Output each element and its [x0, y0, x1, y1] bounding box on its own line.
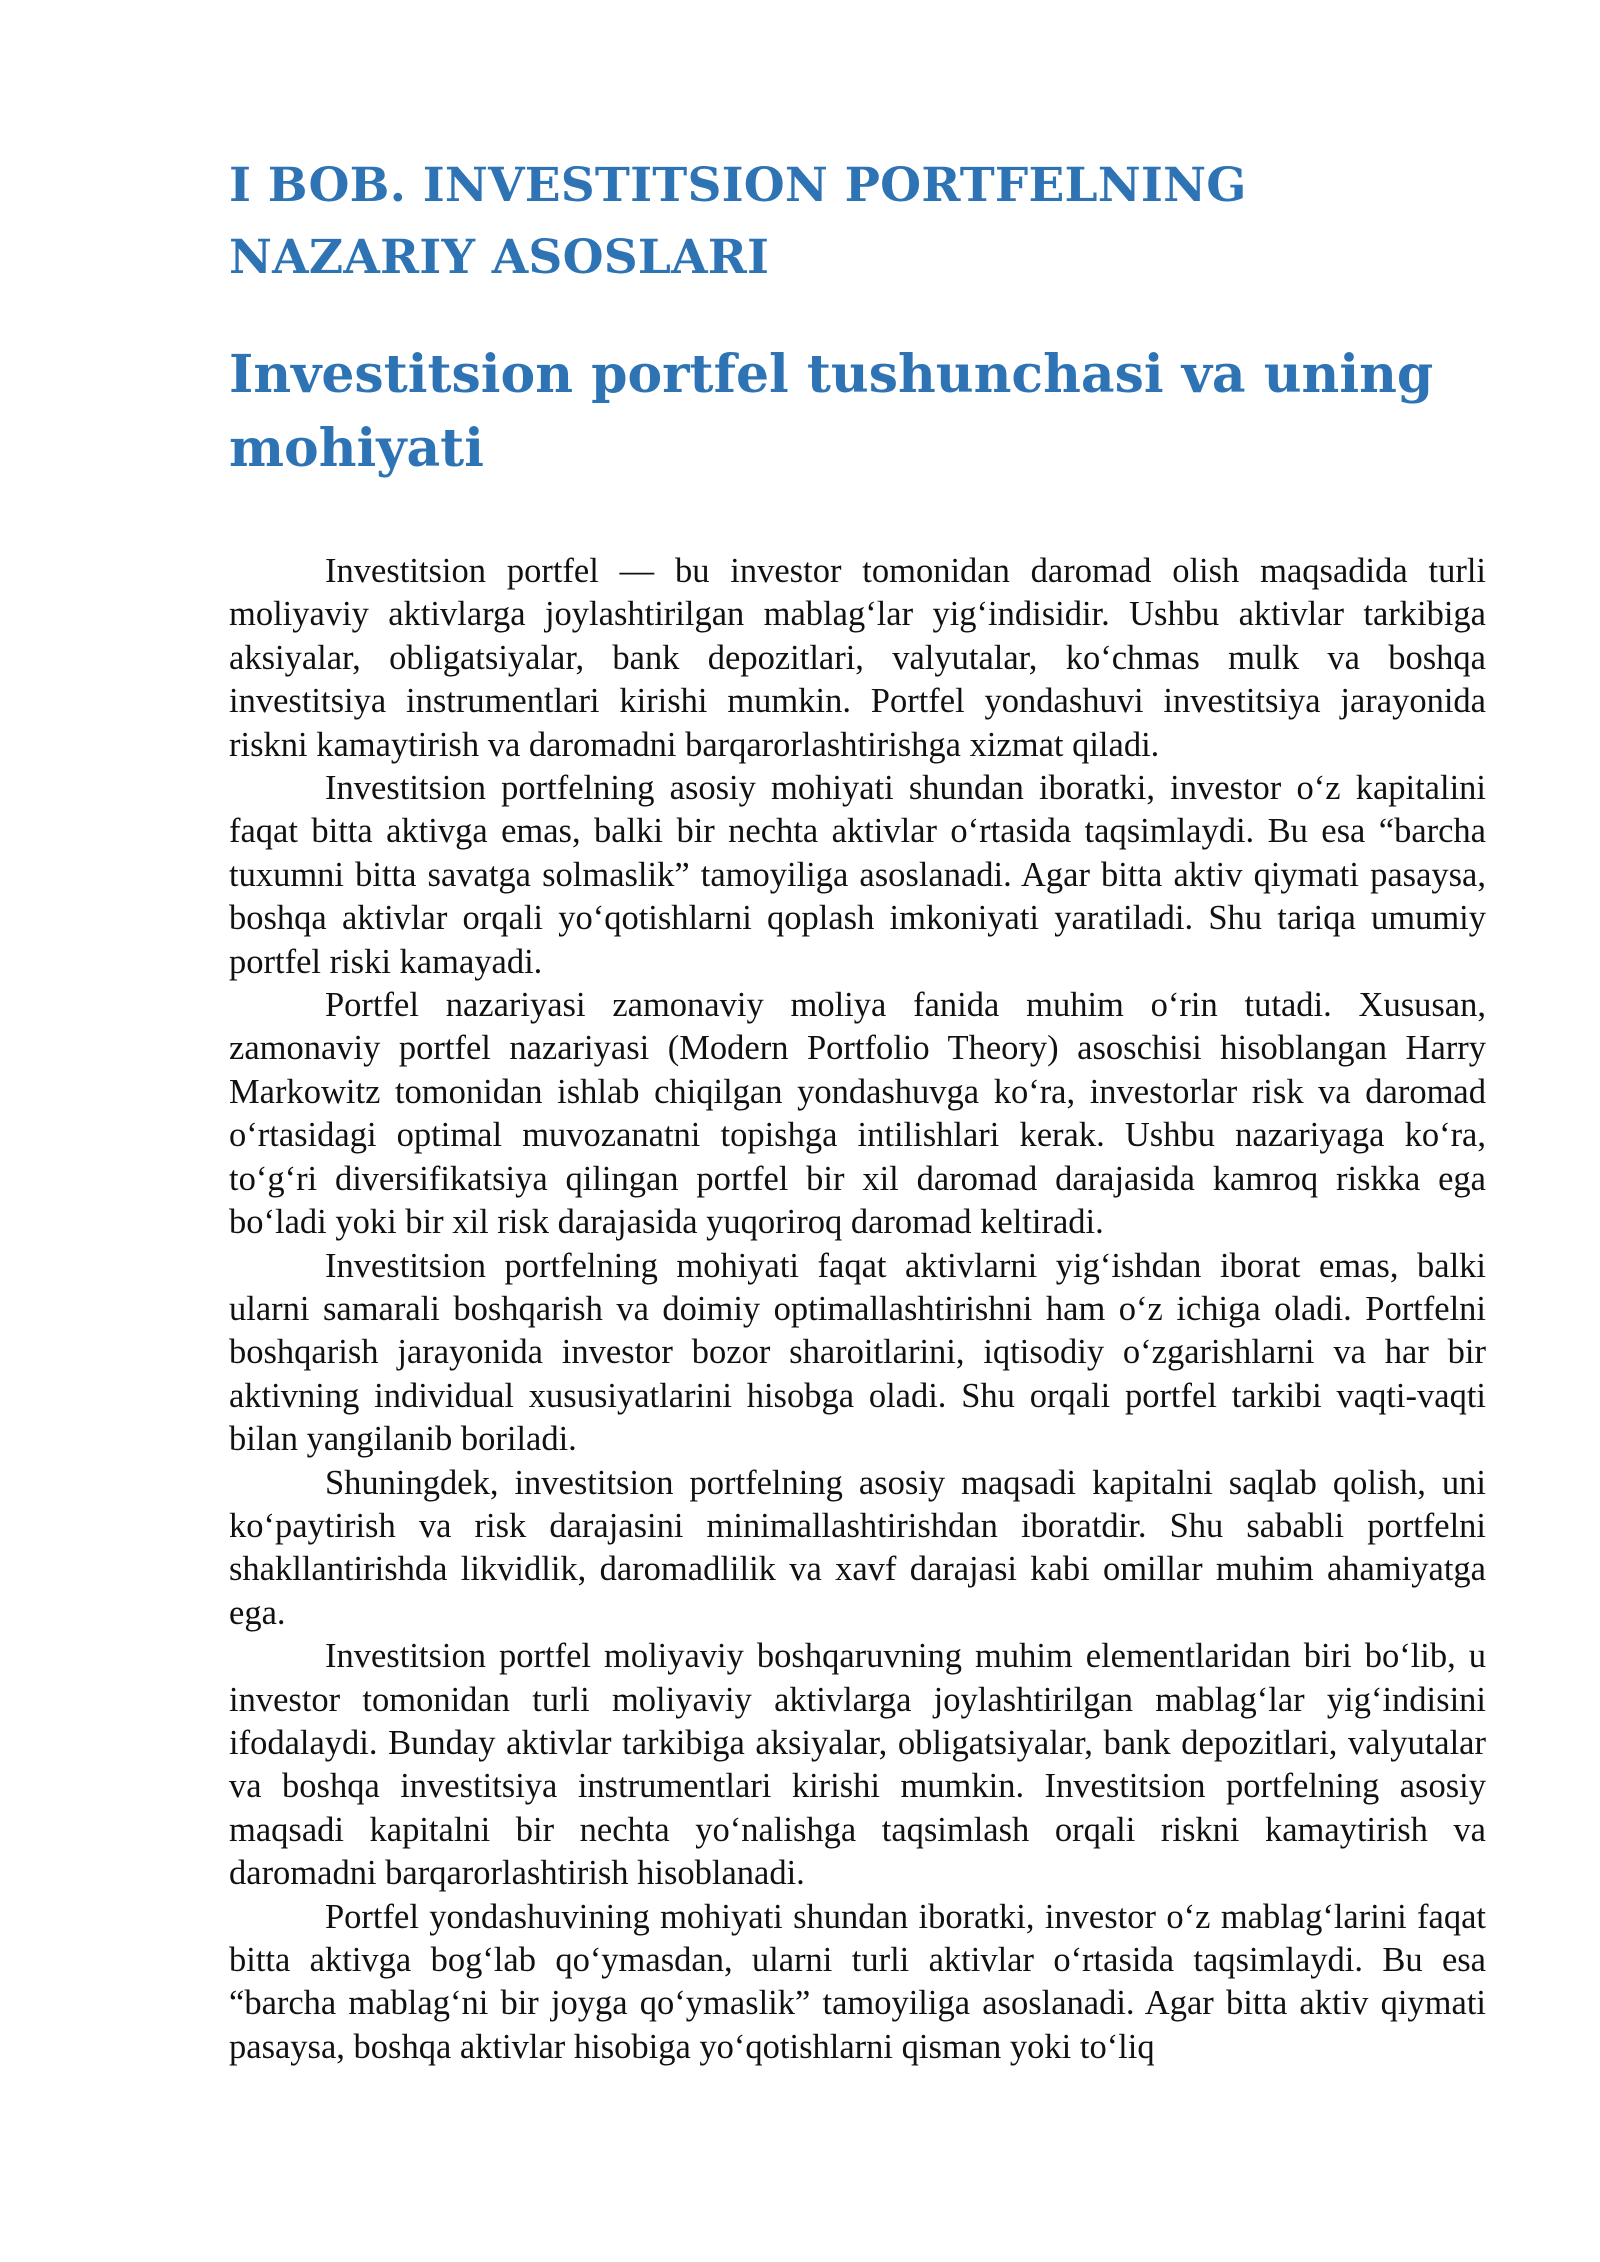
section-title-line-2: mohiyati: [229, 418, 484, 479]
paragraph-5: Shuningdek, investitsion portfelning asosiy maqsadi kapitalni saqlab qolish, uni ko‘paytirish va risk darajasini minimallashtirishdan iboratdir. Shu sababli portfelni shakllantirishda likvidlik, daromadlilik va xavf darajasi kabi omillar muhim ahamiyatga ega.: [229, 1463, 1486, 1632]
paragraph-6: Investitsion portfel moliyaviy boshqaruvning muhim elementlaridan biri bo‘lib, u investor tomonidan turli moliyaviy aktivlarga joylashtirilgan mablag‘lar yig‘indisini ifodalaydi. Bunday aktivlar tarkibiga aksiyalar, obligatsiyalar, bank depozitlari, valyutalar va boshqa investitsiya instrumentlari kirishi mumkin. Investitsion portfelning asosiy maqsadi kapitalni bir nechta yo‘nalishga taqsimlash orqali riskni kamaytirish va daromadni barqarorlashtirish hisoblanadi.: [229, 1637, 1486, 1893]
paragraph-2: Investitsion portfelning asosiy mohiyati shundan iboratki, investor o‘z kapitalini faqat bitta aktivga emas, balki bir nechta aktivlar o‘rtasida taqsimlaydi. Bu esa “barcha tuxumni bitta savatga solmaslik” tamoyiliga asoslanadi. Agar bitta aktiv qiymati pasaysa, boshqa aktivlar orqali yo‘qotishlarni qoplash imkoniyati yaratiladi. Shu tariqa umumiy portfel riski kamayadi.: [229, 769, 1486, 981]
section-title-line-1: Investitsion portfel tushunchasi va uning: [229, 344, 1434, 405]
paragraph-1: Investitsion portfel — bu investor tomonidan daromad olish maqsadida turli moliyaviy aktivlarga joylashtirilgan mablag‘lar yig‘indisidir. Ushbu aktivlar tarkibiga aksiyalar, obligatsiyalar, bank depozitlari, valyutalar, ko‘chmas mulk va boshqa investitsiya instrumentlari kirishi mumkin. Portfel yondashuvi investitsiya jarayonida riskni kamaytirish va daromadni barqarorlashtirishga xizmat qiladi.: [229, 552, 1486, 764]
body-text: [229, 550, 1486, 2069]
chapter-title: [229, 150, 1486, 294]
paragraph-7: Portfel yondashuvining mohiyati shundan iboratki, investor o‘z mablag‘larini faqat bitta aktivga bog‘lab qo‘ymasdan, ularni turli aktivlar o‘rtasida taqsimlaydi. Bu esa “barcha mablag‘ni bir joyga qo‘ymaslik” tamoyiliga asoslanadi. Agar bitta aktiv qiymati pasaysa, boshqa aktivlar hisobiga yo‘qotishlarni qisman yoki to‘liq: [229, 1897, 1486, 2066]
page-content: [229, 150, 1486, 2069]
section-title: [229, 338, 1486, 486]
paragraph-4: Investitsion portfelning mohiyati faqat aktivlarni yig‘ishdan iborat emas, balki ularni samarali boshqarish va doimiy optimallashtirishni ham o‘z ichiga oladi. Portfelni boshqarish jarayonida investor bozor sharoitlarini, iqtisodiy o‘zgarishlarni va har bir aktivning individual xususiyatlarini hisobga oladi. Shu orqali portfel tarkibi vaqti-vaqti bilan yangilanib boriladi.: [229, 1246, 1486, 1459]
chapter-title-line-2: NAZARIY ASOSLARI: [229, 230, 770, 285]
chapter-title-line-1: I BOB. INVESTITSION PORTFELNING: [229, 158, 1247, 213]
paragraph-3: Portfel nazariyasi zamonaviy moliya fanida muhim o‘rin tutadi. Xususan, zamonaviy portfel nazariyasi (Modern Portfolio Theory) asoschisi hisoblangan Harry Markowitz tomonidan ishlab chiqilgan yondashuvga ko‘ra, investorlar risk va daromad o‘rtasidagi optimal muvozanatni topishga intilishlari kerak. Ushbu nazariyaga ko‘ra, to‘g‘ri diversifikatsiya qilingan portfel bir xil daromad darajasida kamroq riskka ega bo‘ladi yoki bir xil risk darajasida yuqoriroq daromad keltiradi.: [229, 986, 1486, 1242]
